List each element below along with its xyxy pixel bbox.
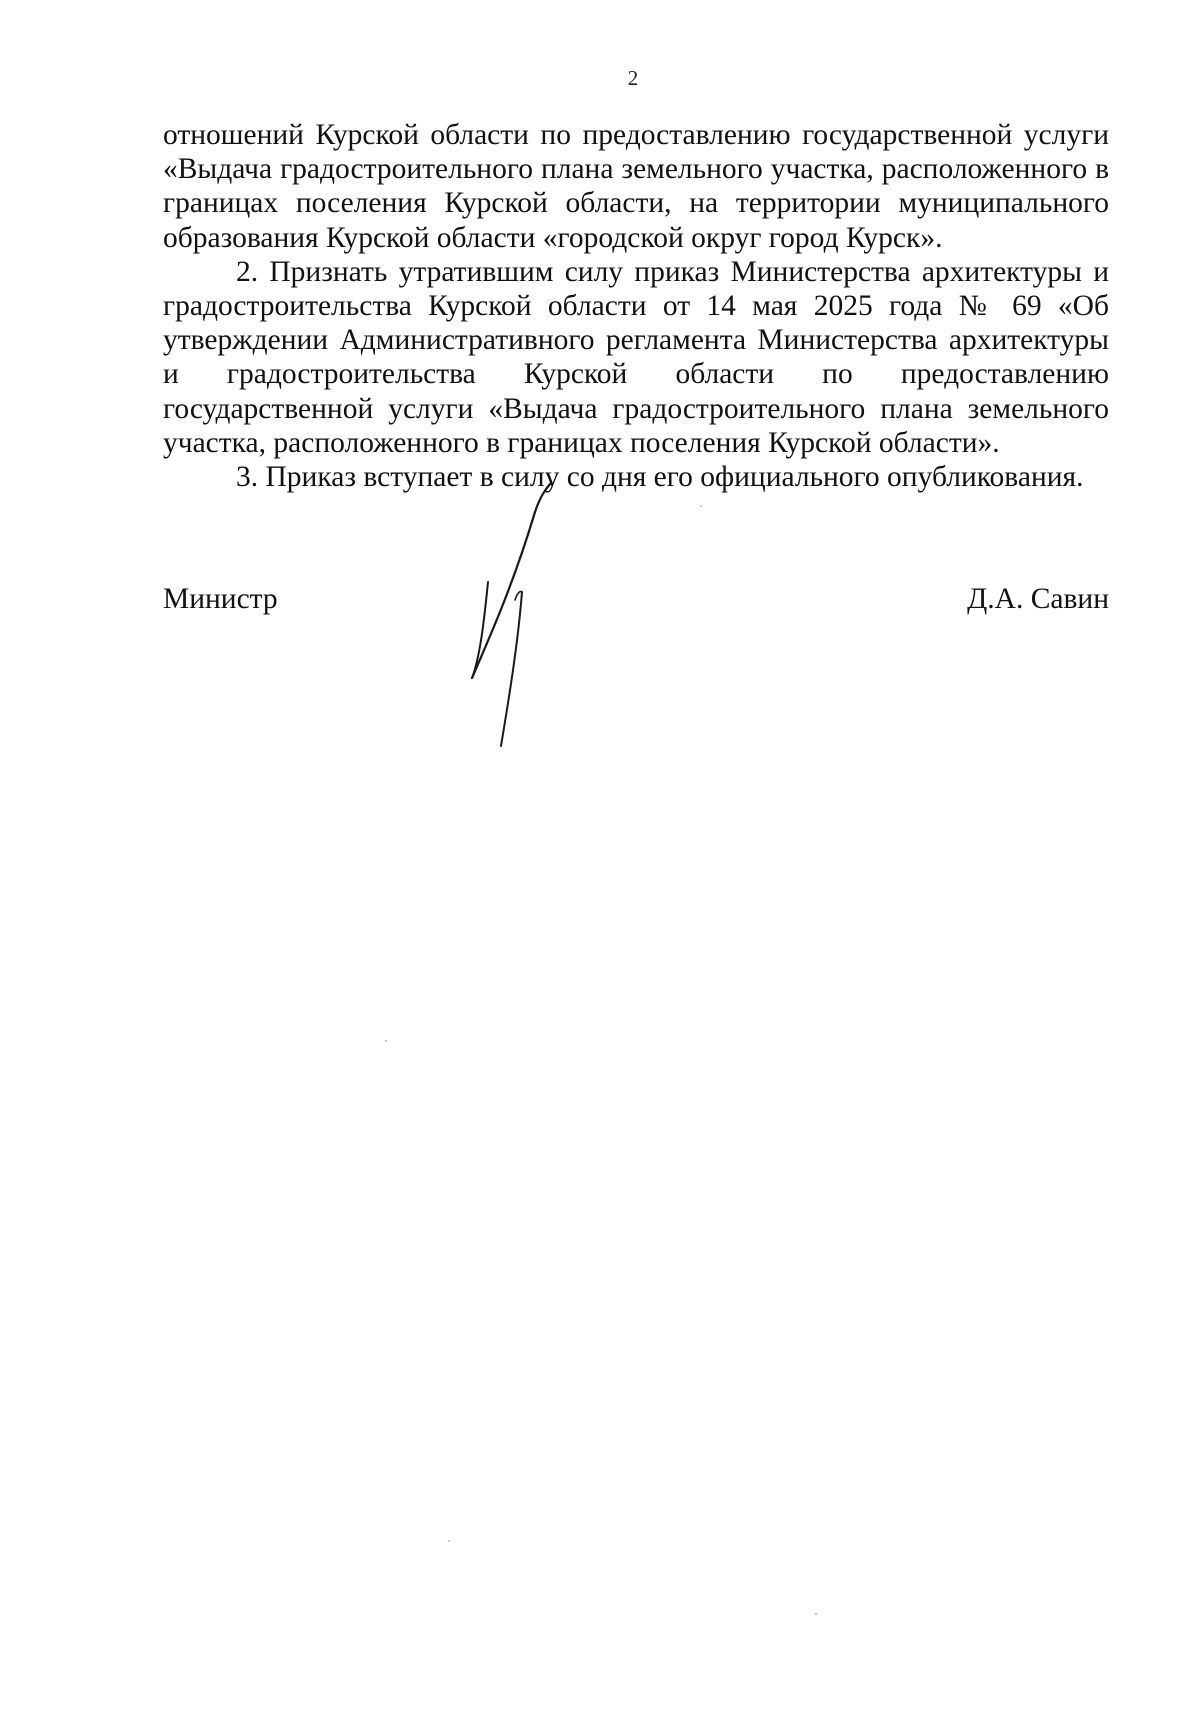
signatory-title: Министр [163,583,278,615]
page-number: 2 [627,66,639,90]
paragraph-item-3: 3. Приказ вступает в силу со дня его официального опубликования. [236,461,1084,494]
paragraph-continuation: отношений Курской области по предоставлению государственной услуги «Выдача градостроительного плана земельного участка, расположенного в границах поселения Курской области, на территории муниципального образования Курской области «городской округ город Курск». [163,119,1109,254]
scan-speck [700,505,702,507]
scan-speck [385,1040,387,1042]
scan-speck [448,1540,450,1542]
signature-row [163,582,1109,622]
handwritten-signature [470,482,590,762]
signatory-name: Д.А. Савин [967,583,1109,615]
paragraph-item-2: 2. Признать утратившим силу приказ Министерства архитектуры и градостроительства Курской области от 14 мая 2025 года № 69 «Об утверждении Административного регламента Министерства архитектуры и градостроительства Курской области по предоставлению государственной услуги «Выдача градостроительного плана земельного участка, расположенного в границах поселения Курской области». [163,255,1109,459]
scan-speck [815,1613,817,1615]
document-body [163,118,1109,494]
